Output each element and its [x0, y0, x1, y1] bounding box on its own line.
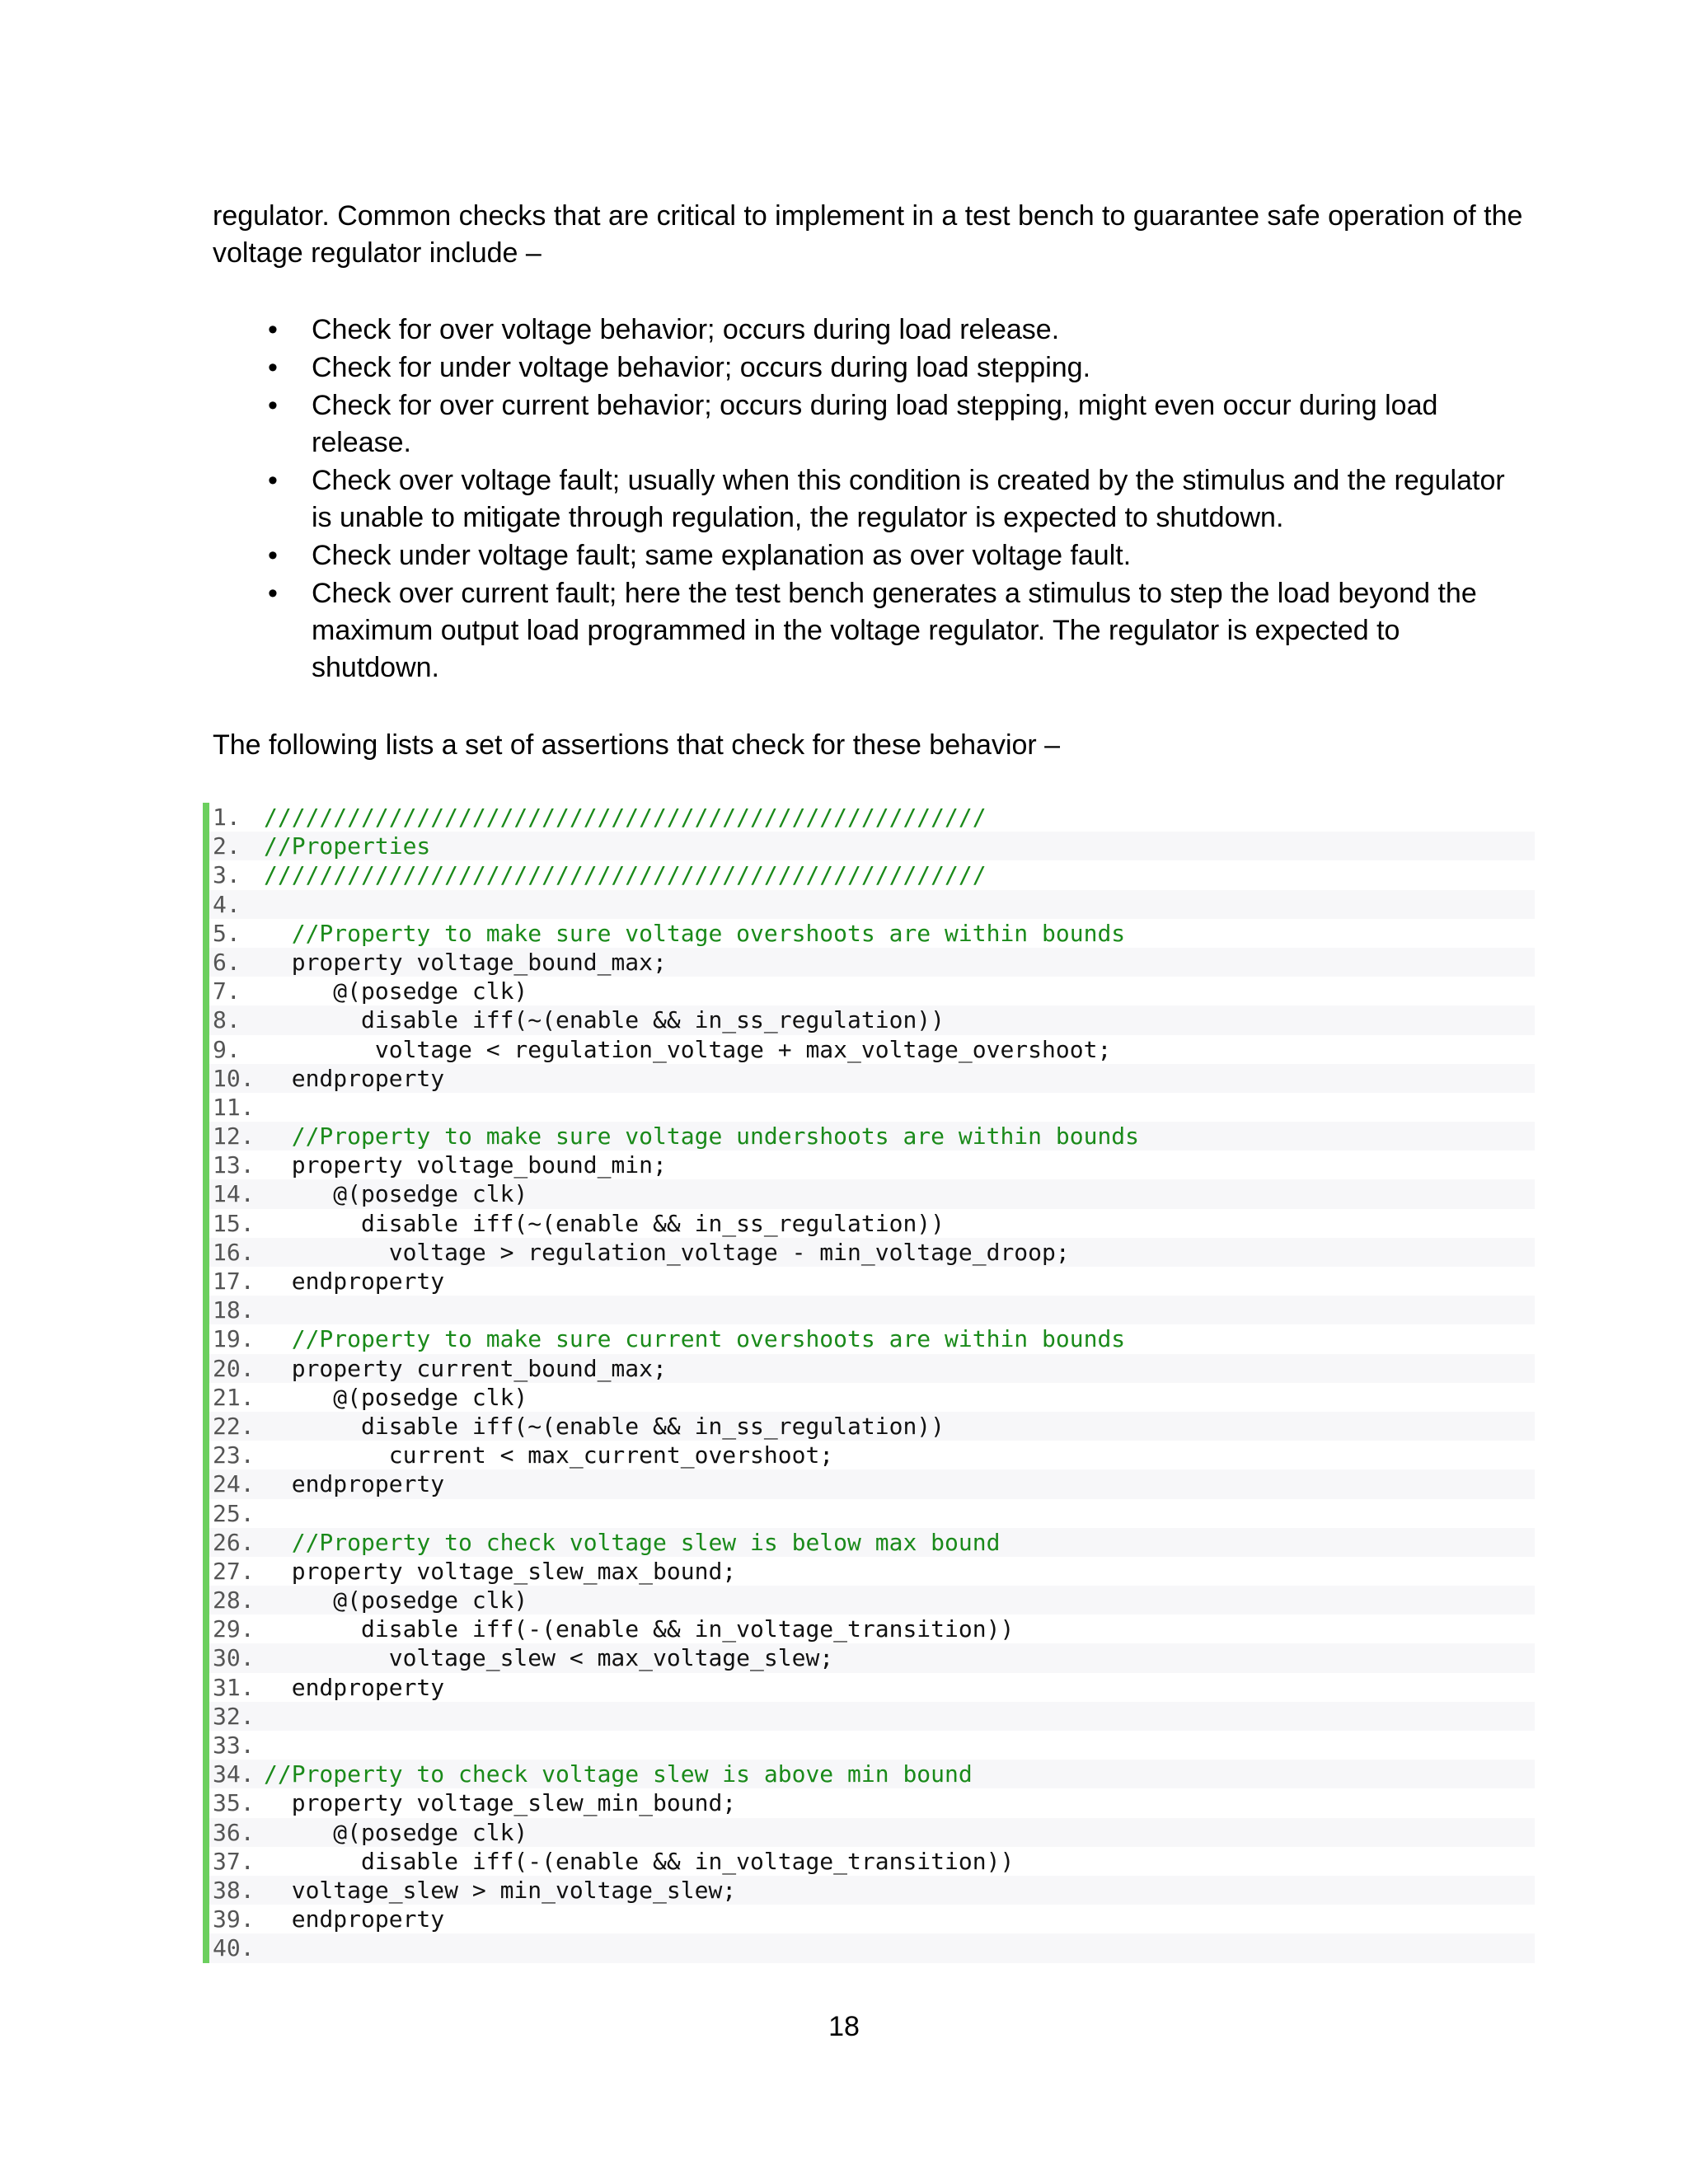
line-number: 23. [213, 1441, 255, 1469]
line-number: 5. [213, 919, 241, 947]
line-number: 30. [213, 1644, 255, 1672]
bullet-icon: • [268, 465, 278, 496]
code-comment: //////////////////////////////////////////////////// [264, 804, 987, 831]
line-number: 9. [213, 1035, 241, 1063]
code-text: property current_bound_max; [264, 1354, 667, 1382]
code-line [209, 1702, 1535, 1731]
code-text: property voltage_bound_max; [264, 948, 667, 976]
check-list-item-text: Check over voltage fault; usually when this condition is created by the stimulus and the regulator is unable to mitigate through regulation, the regulator is expected to shutdown. [312, 465, 1505, 533]
code-text: property voltage_slew_min_bound; [264, 1789, 737, 1817]
code-text: property voltage_bound_min; [264, 1151, 667, 1179]
line-number: 26. [213, 1528, 255, 1556]
line-number: 8. [213, 1006, 241, 1034]
bullet-icon: • [268, 352, 278, 383]
code-line [209, 1615, 1535, 1643]
code-line [209, 1324, 1535, 1353]
line-number: 4. [213, 890, 241, 918]
code-text: disable iff(~(enable && in_ss_regulation)) [264, 1412, 945, 1440]
line-number: 40. [213, 1934, 255, 1962]
code-text: @(posedge clk) [264, 1180, 528, 1208]
line-number: 22. [213, 1412, 255, 1440]
check-list-item-text: Check for over voltage behavior; occurs during load release. [312, 314, 1060, 345]
code-line [209, 832, 1535, 860]
line-number: 19. [213, 1325, 255, 1353]
code-line [209, 1788, 1535, 1817]
line-number: 15. [213, 1209, 255, 1237]
line-number: 29. [213, 1615, 255, 1643]
code-text: current < max_current_overshoot; [264, 1441, 834, 1469]
line-number: 24. [213, 1470, 255, 1498]
check-list-item-text: Check for under voltage behavior; occurs during load stepping. [312, 352, 1091, 383]
code-line [209, 1731, 1535, 1760]
check-list-item-text: Check over current fault; here the test bench generates a stimulus to step the load beyond the maximum output load programmed in the voltage regulator. The regulator is expected to shutdown. [312, 578, 1477, 683]
line-number: 32. [213, 1702, 255, 1730]
line-number: 14. [213, 1180, 255, 1208]
line-number: 6. [213, 948, 241, 976]
code-line [209, 1847, 1535, 1876]
code-line [209, 1354, 1535, 1383]
code-text: @(posedge clk) [264, 1383, 528, 1411]
line-number: 31. [213, 1673, 255, 1701]
line-number: 21. [213, 1383, 255, 1411]
line-number: 38. [213, 1876, 255, 1904]
code-text: disable iff(~(enable && in_ss_regulation)) [264, 1209, 945, 1237]
code-line [209, 1933, 1535, 1962]
code-text: endproperty [264, 1268, 445, 1295]
code-line [209, 1005, 1535, 1034]
code-comment: //Property to check voltage slew is below max bound [264, 1528, 1001, 1556]
code-line [209, 1122, 1535, 1151]
check-list-item [213, 349, 1531, 387]
code-text: disable iff(-(enable && in_voltage_transition)) [264, 1615, 1015, 1643]
code-line [209, 860, 1535, 889]
line-number: 11. [213, 1093, 255, 1121]
code-line [209, 1643, 1535, 1672]
code-line [209, 1905, 1535, 1933]
code-line [209, 948, 1535, 977]
line-number: 16. [213, 1238, 255, 1266]
code-comment: //Properties [264, 832, 431, 860]
line-number: 18. [213, 1296, 255, 1324]
check-list-item [213, 387, 1531, 462]
code-line [209, 1064, 1535, 1093]
code-listing [203, 803, 1535, 1963]
code-text: endproperty [264, 1905, 445, 1933]
line-number: 37. [213, 1847, 255, 1875]
code-text: @(posedge clk) [264, 977, 528, 1005]
code-line [209, 919, 1535, 948]
code-text: disable iff(~(enable && in_ss_regulation)) [264, 1006, 945, 1034]
code-text: voltage > regulation_voltage - min_voltage_droop; [264, 1238, 1070, 1266]
code-line [209, 977, 1535, 1005]
line-number: 17. [213, 1268, 255, 1295]
check-list-item-text: Check under voltage fault; same explanation as over voltage fault. [312, 540, 1132, 571]
line-number: 34. [213, 1760, 255, 1788]
code-line [209, 1238, 1535, 1267]
line-number: 13. [213, 1151, 255, 1179]
code-line [209, 1035, 1535, 1064]
line-number: 20. [213, 1354, 255, 1382]
code-line [209, 1179, 1535, 1208]
code-text: property voltage_slew_max_bound; [264, 1557, 737, 1585]
code-line [209, 1760, 1535, 1788]
code-line [209, 1818, 1535, 1847]
line-number: 1. [213, 804, 241, 831]
check-list-item [213, 312, 1531, 349]
line-number: 10. [213, 1064, 255, 1092]
code-text: @(posedge clk) [264, 1818, 528, 1846]
code-line [209, 890, 1535, 919]
bullet-icon: • [268, 314, 278, 345]
code-line [209, 1151, 1535, 1179]
code-text: voltage_slew > min_voltage_slew; [264, 1876, 737, 1904]
code-comment: //////////////////////////////////////////////////// [264, 861, 987, 889]
check-list-item [213, 462, 1531, 537]
check-list-item [213, 537, 1531, 574]
code-text: endproperty [264, 1064, 445, 1092]
line-number: 25. [213, 1499, 255, 1527]
code-text: @(posedge clk) [264, 1586, 528, 1615]
check-list [213, 312, 1531, 687]
line-number: 28. [213, 1586, 255, 1615]
line-number: 36. [213, 1818, 255, 1846]
code-text: voltage < regulation_voltage + max_voltage_overshoot; [264, 1035, 1112, 1063]
code-line [209, 1267, 1535, 1296]
line-number: 27. [213, 1557, 255, 1585]
check-list-item-text: Check for over current behavior; occurs during load stepping, might even occur during load release. [312, 390, 1438, 458]
code-line [209, 1209, 1535, 1238]
code-text: endproperty [264, 1470, 445, 1498]
code-line [209, 1412, 1535, 1441]
line-number: 35. [213, 1789, 255, 1817]
line-number: 39. [213, 1905, 255, 1933]
code-line [209, 1093, 1535, 1122]
code-text: endproperty [264, 1673, 445, 1701]
bullet-icon: • [268, 540, 278, 571]
line-number: 33. [213, 1732, 255, 1759]
code-text: disable iff(-(enable && in_voltage_transition)) [264, 1847, 1015, 1875]
code-line [209, 1441, 1535, 1469]
assertions-lead-text: The following lists a set of assertions that check for these behavior – [213, 729, 1061, 761]
line-number: 2. [213, 832, 241, 860]
code-line [209, 1383, 1535, 1412]
code-line [209, 1499, 1535, 1528]
code-line [209, 1469, 1535, 1498]
code-line [209, 1528, 1535, 1557]
code-line [209, 803, 1535, 832]
code-comment: //Property to make sure current overshoots are within bounds [264, 1325, 1126, 1353]
bullet-icon: • [268, 578, 278, 609]
code-line [209, 1586, 1535, 1615]
code-comment: //Property to make sure voltage overshoots are within bounds [264, 919, 1126, 947]
page-number: 18 [828, 2011, 860, 2042]
line-number: 12. [213, 1122, 255, 1151]
intro-paragraph: regulator. Common checks that are critical to implement in a test bench to guarantee safe operation of the voltage regulator include – [213, 200, 1523, 269]
code-comment: //Property to make sure voltage undershoots are within bounds [264, 1122, 1140, 1151]
code-line [209, 1673, 1535, 1702]
code-line [209, 1557, 1535, 1586]
check-list-item [213, 575, 1531, 687]
bullet-icon: • [268, 390, 278, 421]
code-line [209, 1296, 1535, 1324]
code-comment: //Property to check voltage slew is above min bound [264, 1760, 973, 1788]
line-number: 3. [213, 861, 241, 889]
code-text: voltage_slew < max_voltage_slew; [264, 1644, 834, 1672]
code-line [209, 1876, 1535, 1905]
line-number: 7. [213, 977, 241, 1005]
